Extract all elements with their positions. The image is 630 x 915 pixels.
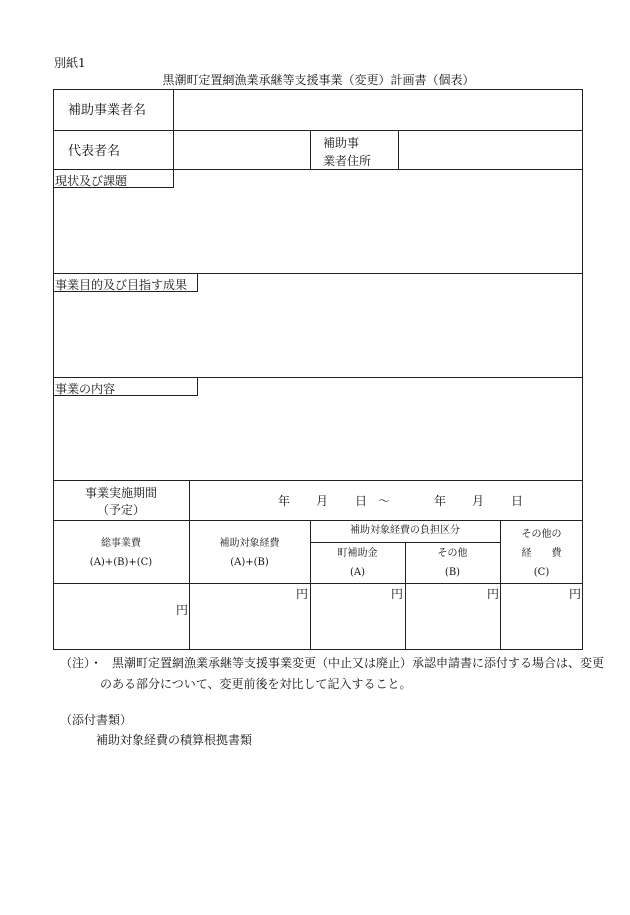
period-month-start: 月 [316, 494, 329, 508]
total-cost-yen: 円 [176, 603, 189, 617]
period-day-end: 日 [511, 494, 524, 508]
current-issues-field[interactable] [55, 190, 581, 271]
burden-division-header: 補助対象経費の負担区分 [350, 525, 460, 536]
content-label: 事業の内容 [55, 382, 116, 396]
town-subsidy-code: (A) [349, 567, 366, 578]
note-line1: 黒潮町定置網漁業承継等支援事業変更（中止又は廃止）承認申請書に添付する場合は、変更 [112, 656, 605, 670]
row-divider [53, 583, 583, 584]
current-issues-label: 現状及び課題 [55, 174, 128, 188]
page-title: 黒潮町定置網漁業承継等支援事業（変更）計画書（個表） [162, 73, 475, 87]
misc-cost-label-line2: 経 費 [521, 548, 562, 559]
attachments-heading: （添付書類） [60, 713, 133, 727]
period-month-end: 月 [472, 494, 485, 508]
attachments-item: 補助対象経費の積算根拠書類 [96, 733, 253, 747]
town-subsidy-yen: 円 [391, 587, 404, 601]
column-divider [398, 130, 399, 169]
row-divider [53, 130, 583, 131]
other-burden-field[interactable] [407, 585, 499, 648]
purpose-label: 事業目的及び目指す成果 [55, 278, 188, 292]
note-prefix: （注）・ [60, 656, 103, 670]
purpose-field[interactable] [55, 294, 581, 375]
note-line2: のある部分について、変更前後を対比して記入すること。 [100, 677, 412, 691]
eligible-cost-formula: (A)+(B) [230, 557, 269, 568]
period-tilde: ～ [378, 494, 391, 508]
total-cost-label: 総事業費 [101, 538, 141, 549]
representative-label: 代表者名 [68, 144, 121, 159]
column-divider [310, 130, 311, 169]
period-year-end: 年 [434, 494, 447, 508]
period-day-start: 日 [355, 494, 368, 508]
misc-cost-code: (C) [533, 567, 550, 578]
other-burden-label: その他 [437, 548, 468, 559]
row-divider [53, 520, 583, 521]
period-label-line1: 事業実施期間 [84, 486, 157, 500]
period-year-start: 年 [278, 494, 291, 508]
column-divider [173, 89, 174, 169]
misc-cost-yen: 円 [569, 587, 582, 601]
applicant-name-label: 補助事業者名 [68, 103, 147, 118]
other-burden-code: (B) [444, 567, 461, 578]
misc-cost-label-line1: その他の [521, 529, 562, 540]
address-label-line1: 補助事 [323, 136, 360, 150]
attachment-label: 別紙1 [54, 56, 86, 70]
representative-field[interactable] [175, 132, 309, 168]
eligible-cost-field[interactable] [191, 585, 309, 648]
period-label-line2: （予定） [96, 503, 145, 517]
address-field[interactable] [400, 132, 581, 168]
eligible-cost-yen: 円 [296, 587, 309, 601]
eligible-cost-label: 補助対象経費 [219, 538, 280, 549]
other-burden-yen: 円 [487, 587, 500, 601]
total-cost-field[interactable] [55, 585, 188, 648]
content-field[interactable] [55, 398, 581, 478]
column-divider [310, 520, 311, 650]
total-cost-formula: (A)+(B)+(C) [89, 557, 153, 568]
applicant-name-field[interactable] [175, 91, 581, 129]
town-subsidy-label: 町補助金 [337, 548, 378, 559]
address-label-line2: 業者住所 [323, 154, 372, 168]
row-divider [53, 480, 583, 481]
